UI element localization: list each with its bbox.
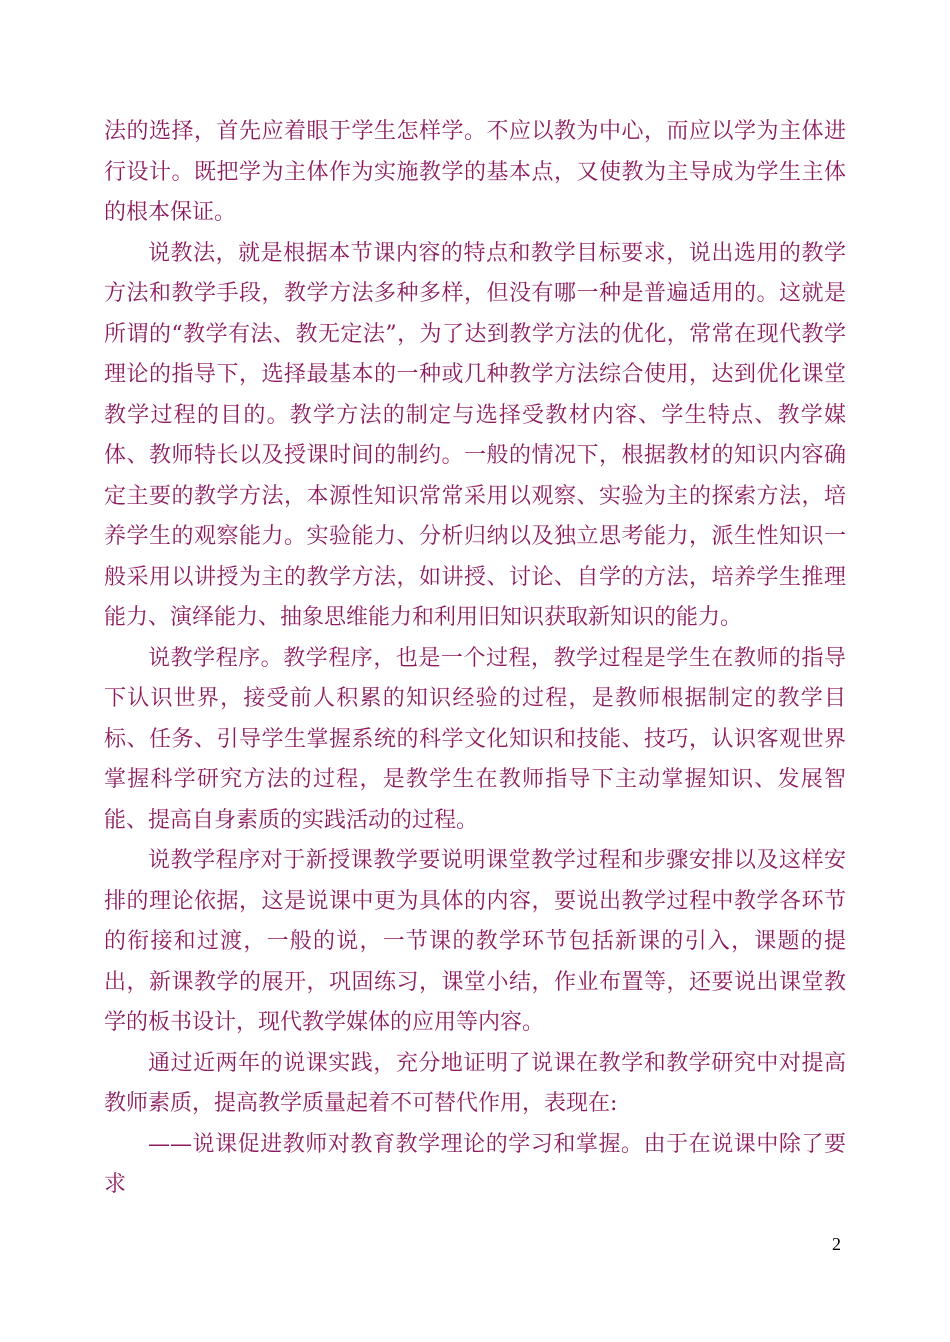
paragraph-3: 说教学程序。教学程序，也是一个过程，教学过程是学生在教师的指导下认识世界，接受前人积累的知识经验的过程，是教师根据制定的教学目标、任务、引导学生掌握系统的科学文化知识和技能、技巧，认识客观世界掌握科学研究方法的过程，是教学生在教师指导下主动掌握知识、发展智能、提高自身素质的实践活动的过程。	[104, 645, 846, 833]
page-number: 2	[832, 1234, 841, 1254]
body-text	[104, 112, 846, 1206]
paragraph-5: 通过近两年的说课实践，充分地证明了说课在教学和教学研究中对提高教师素质，提高教学质量起着不可替代作用，表现在:	[104, 1050, 846, 1116]
paragraph-1: 法的选择，首先应着眼于学生怎样学。不应以教为中心，而应以学为主体进行设计。既把学为主体作为实施教学的基本点，又使教为主导成为学生主体的根本保证。	[104, 119, 846, 225]
paragraph-2: 说教法，就是根据本节课内容的特点和教学目标要求，说出选用的教学方法和教学手段，教学方法多种多样，但没有哪一种是普遍适用的。这就是所谓的“教学有法、教无定法”，为了达到教学方法的优化，常常在现代教学理论的指导下，选择最基本的一种或几种教学方法综合使用，达到优化课堂教学过程的目的。教学方法的制定与选择受教材内容、学生特点、教学媒体、教师特长以及授课时间的制约。一般的情况下，根据教材的知识内容确定主要的教学方法，本源性知识常常采用以观察、实验为主的探索方法，培养学生的观察能力。实验能力、分析归纳以及独立思考能力，派生性知识一般采用以讲授为主的教学方法，如讲授、讨论、自学的方法，培养学生推理能力、演绎能力、抽象思维能力和利用旧知识获取新知识的能力。	[104, 240, 846, 630]
paragraph-6: ——说课促进教师对教育教学理论的学习和掌握。由于在说课中除了要求	[104, 1131, 846, 1197]
paragraph-4: 说教学程序对于新授课教学要说明课堂教学过程和步骤安排以及这样安排的理论依据，这是说课中更为具体的内容，要说出教学过程中教学各环节的衔接和过渡，一般的说，一节课的教学环节包括新课的引入，课题的提出，新课教学的展开，巩固练习，课堂小结，作业布置等，还要说出课堂教学的板书设计，现代教学媒体的应用等内容。	[104, 848, 846, 1035]
